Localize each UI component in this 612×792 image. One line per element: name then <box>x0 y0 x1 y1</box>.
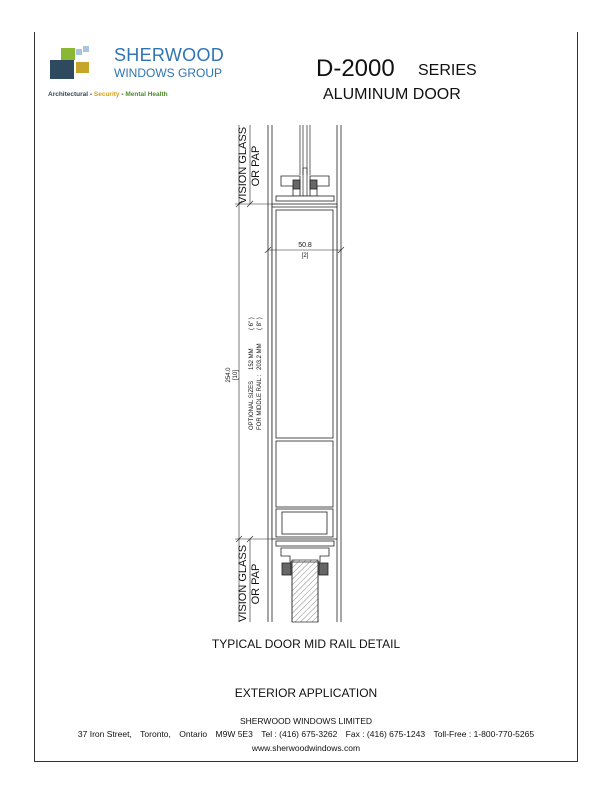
top-glazing-stop <box>276 176 334 201</box>
note-6in: ( 6" ) <box>249 317 255 330</box>
footer-tel: Tel : (416) 675-3262 <box>261 729 338 739</box>
footer-fax: Fax : (416) 675-1243 <box>345 729 426 739</box>
series-title: SERIES <box>418 62 477 79</box>
bottom-insulated-glass <box>292 560 318 622</box>
footer-province: Ontario <box>179 729 208 739</box>
application-caption: EXTERIOR APPLICATION <box>234 686 378 700</box>
footer-company: SHERWOOD WINDOWS LIMITED <box>239 716 373 726</box>
note-203mm: 203.2 MM <box>257 343 263 370</box>
footer-address-line <box>0 729 612 739</box>
footer-tollfree: Toll-Free : 1-800-770-5265 <box>433 729 535 739</box>
note-152mm: 152 MM <box>249 348 255 370</box>
footer-street: 37 Iron Street, <box>77 729 132 739</box>
bottom-label-line-2: OR PAP <box>250 563 262 605</box>
brand-name: SHERWOOD <box>114 45 225 65</box>
tagline-sep-2: - <box>119 91 126 98</box>
tagline-architectural: Architectural <box>48 91 89 98</box>
top-label-line-2: OR PAP <box>250 145 262 187</box>
note-optional-sizes: OPTIONAL SIZES <box>249 380 255 430</box>
note-8in: ( 8" ) <box>257 317 263 330</box>
optional-sizes-note <box>248 298 266 430</box>
tagline-mental-health: Mental Health <box>125 91 168 98</box>
top-glazing <box>300 125 310 196</box>
top-vision-glass-label <box>237 128 267 204</box>
footer-city: Toronto, <box>140 729 171 739</box>
height-dim-value: 254.0 <box>226 367 232 383</box>
width-dim-value: 50.8 <box>298 242 312 249</box>
footer-website-link[interactable]: www.sherwoodwindows.com <box>251 743 361 753</box>
height-dim-label <box>226 350 240 400</box>
detail-caption: TYPICAL DOOR MID RAIL DETAIL <box>211 637 401 651</box>
bottom-vision-glass-label <box>237 546 267 622</box>
height-dim-inch: [10] <box>233 370 239 381</box>
tagline-security: Security <box>93 91 120 98</box>
footer-postal: M9W 5E3 <box>215 729 253 739</box>
product-title: ALUMINUM DOOR <box>323 86 461 103</box>
width-dim-inch: [2] <box>301 253 309 259</box>
bottom-label-line-1: VISION GLASS <box>237 544 249 622</box>
brand-subtitle: WINDOWS GROUP <box>114 66 222 80</box>
tagline-sep-1: - <box>88 91 94 98</box>
note-middle-rail: FOR MIDDLE RAIL : <box>257 374 263 430</box>
top-label-line-1: VISION GLASS <box>237 126 249 204</box>
model-title: D-2000 <box>316 55 395 82</box>
